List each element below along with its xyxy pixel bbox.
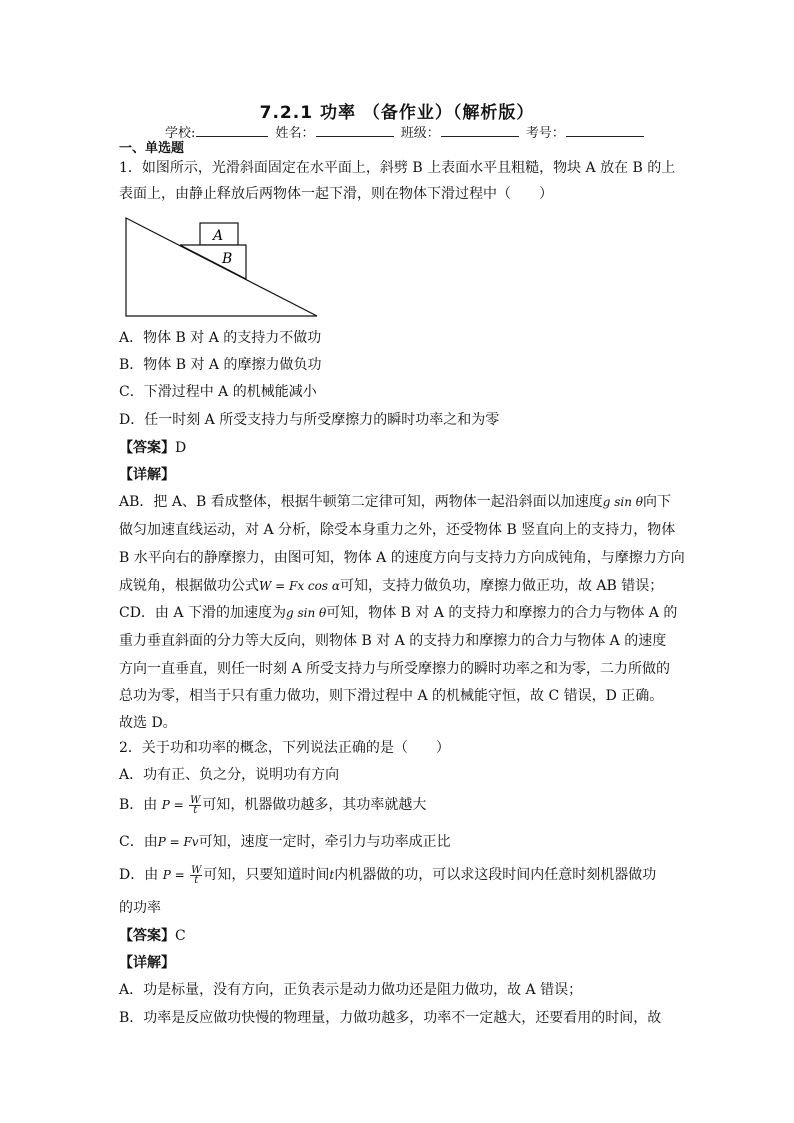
detail-text: 向下 xyxy=(642,494,671,510)
fraction-denominator: t xyxy=(194,874,199,886)
q1-option-b: B．物体 B 对 A 的摩擦力做负功 xyxy=(119,357,322,373)
q1-detail-line2: 做匀加速直线运动，对 A 分析，除受本身重力之外，还受物体 B 竖直向上的支持力，物体 xyxy=(119,522,676,538)
wedge-b xyxy=(180,245,246,279)
page-title: 7.2.1 功率 （备作业）（解析版） xyxy=(259,103,535,123)
q2-option-a: A．功有正、负之分，说明功有方向 xyxy=(119,767,340,783)
detail-text: 可知，支持力做负功，摩擦力做正功，故 AB 错误； xyxy=(339,578,664,594)
formula: g sin θ xyxy=(602,495,643,509)
q2-option-c xyxy=(119,832,451,852)
q2-option-b xyxy=(119,795,426,815)
q1-option-a: A．物体 B 对 A 的支持力不做功 xyxy=(119,330,322,346)
wedge-b-label: B xyxy=(222,251,233,267)
formula: P = xyxy=(162,868,185,882)
answer-value: D xyxy=(175,440,187,456)
formula: g sin θ xyxy=(285,606,327,620)
detail-text: CD．由 A 下滑的加速度为 xyxy=(119,605,286,621)
detail-text: 成锐角，根据做功公式 xyxy=(119,578,259,594)
q1-stem-line1: 1．如图所示，光滑斜面固定在水平面上，斜劈 B 上表面水平且粗糙，物块 A 放在 B 的上 xyxy=(119,160,676,176)
answer-value: C xyxy=(175,928,186,944)
fraction-denominator: t xyxy=(193,804,198,816)
name-label: 姓名： xyxy=(275,126,315,141)
name-blank[interactable] xyxy=(316,124,394,137)
answer-label: 【答案】 xyxy=(119,440,175,456)
formula: t xyxy=(329,868,335,882)
fraction-w-over-t xyxy=(190,866,202,885)
q1-detail-label: 【详解】 xyxy=(119,467,175,483)
option-text: B．由 xyxy=(119,797,158,813)
fraction-numerator: W xyxy=(190,794,201,806)
school-blank[interactable] xyxy=(196,124,268,137)
option-text: 可知，速度一定时，牵引力与功率成正比 xyxy=(198,834,451,850)
option-text: 可知，机器做功越多，其功率就越大 xyxy=(202,797,427,813)
option-text: 可知，只要知道时间 xyxy=(203,867,330,883)
student-info-line xyxy=(165,122,647,141)
detail-text: 可知，物体 B 对 A 的支持力和摩擦力的合力与物体 A 的 xyxy=(326,605,678,621)
fraction-numerator: W xyxy=(191,864,202,876)
q1-answer xyxy=(119,438,186,458)
school-label: 学校: xyxy=(165,126,196,141)
q1-detail-line3: B 水平向右的静摩擦力，由图可知，物体 A 的速度方向与支持力方向成钝角，与摩擦力方向 xyxy=(119,550,685,566)
q2-detail-line2: B．功率是反应做功快慢的物理量，力做功越多，功率不一定越大，还要看用的时间，故 xyxy=(119,1010,662,1026)
section-heading: 一、单选题 xyxy=(119,141,185,156)
detail-text: AB．把 A、B 看成整体，根据牛顿第二定律可知，两物体一起沿斜面以加速度 xyxy=(119,494,603,510)
q1-detail-line8: 总功为零，相当于只有重力做功，则下滑过程中 A 的机械能守恒，故 C 错误，D 正确。 xyxy=(119,688,664,704)
q1-detail-line7: 方向一直垂直，则任一时刻 A 所受支持力与所受摩擦力的瞬时功率之和为零，二力所做的 xyxy=(119,661,671,677)
q1-detail-line6: 重力垂直斜面的分力等大反向，则物体 B 对 A 的支持力和摩擦力的合力与物体 A 的速度 xyxy=(119,633,667,649)
q1-detail-line4 xyxy=(119,576,663,596)
q2-option-d xyxy=(119,865,656,885)
option-text: 内机器做的功，可以求这段时间内任意时刻机器做功 xyxy=(334,867,657,883)
answer-label: 【答案】 xyxy=(119,928,175,944)
incline-figure xyxy=(124,216,324,320)
exam-number-blank[interactable] xyxy=(566,124,644,137)
fraction-w-over-t xyxy=(189,796,201,815)
q1-detail-line5 xyxy=(119,603,677,623)
q2-detail-label: 【详解】 xyxy=(119,955,175,971)
class-blank[interactable] xyxy=(441,124,519,137)
q2-stem: 2．关于功和功率的概念，下列说法正确的是（ ） xyxy=(119,740,450,756)
q1-option-d: D．任一时刻 A 所受支持力与所受摩擦力的瞬时功率之和为零 xyxy=(119,412,500,428)
block-a-label: A xyxy=(213,228,224,244)
q2-detail-line1: A．功是标量，没有方向，正负表示是动力做功还是阻力做功，故 A 错误； xyxy=(119,982,583,998)
q2-answer xyxy=(119,926,186,946)
exam-number-label: 考号： xyxy=(525,126,565,141)
formula: W = Fx cos α xyxy=(259,579,340,593)
q1-detail-line9: 故选 D。 xyxy=(119,715,177,731)
q1-option-c: C．下滑过程中 A 的机械能减小 xyxy=(119,384,317,400)
option-text: D．由 xyxy=(119,867,159,883)
formula: P = Fv xyxy=(157,835,199,849)
q1-detail-line1 xyxy=(119,492,671,512)
q1-stem-line2: 表面上，由静止释放后两物体一起下滑，则在物体下滑过程中（ ） xyxy=(119,186,553,202)
formula: P = xyxy=(161,798,184,812)
q2-option-d-line2: 的功率 xyxy=(119,900,161,916)
option-text: C．由 xyxy=(119,834,158,850)
class-label: 班级： xyxy=(400,126,440,141)
